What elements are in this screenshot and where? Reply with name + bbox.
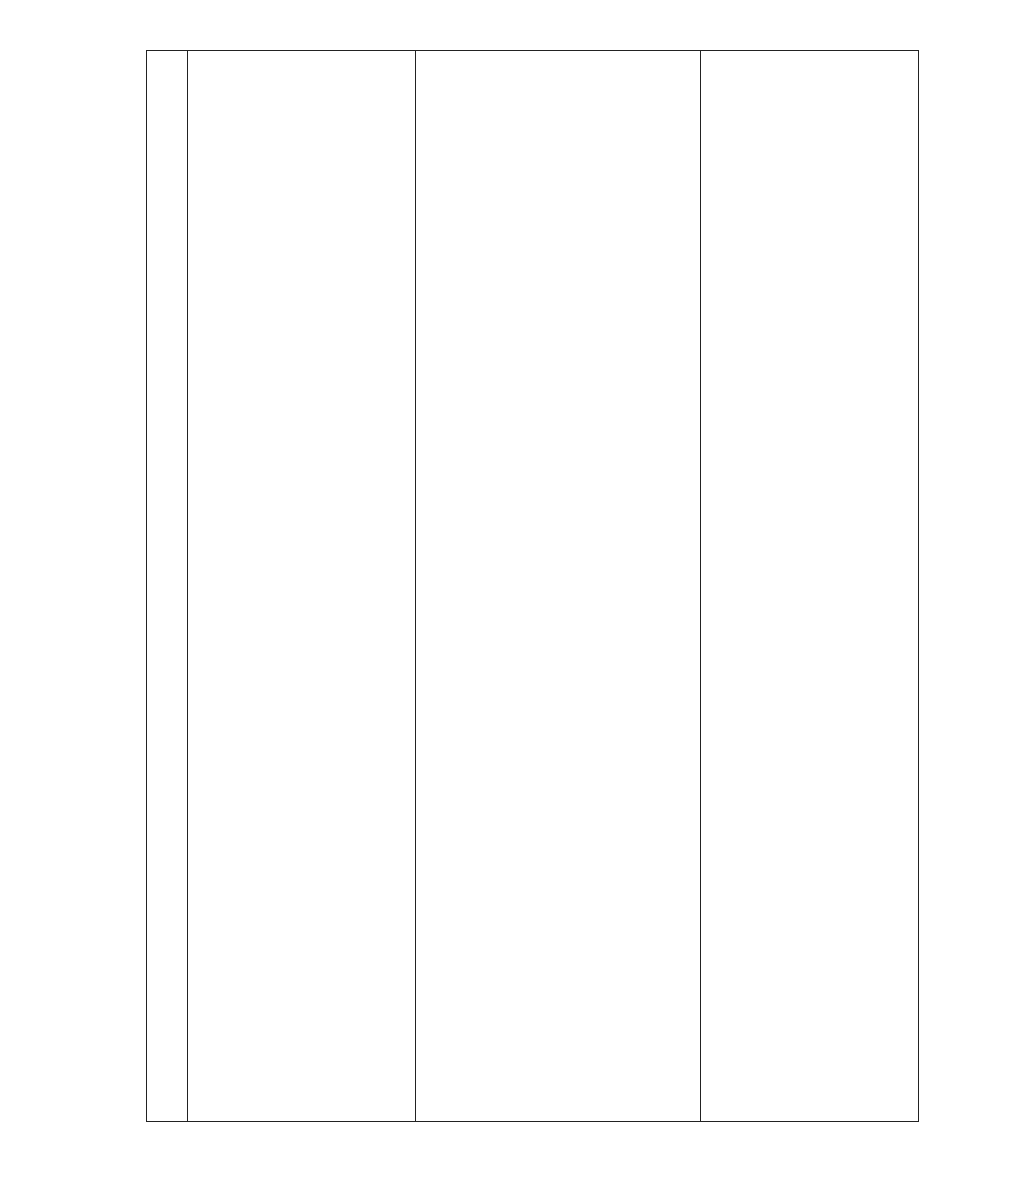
column-divider-serial <box>187 51 188 1121</box>
column-divider-name <box>415 51 416 1121</box>
posting-table <box>146 50 919 1122</box>
column-divider-from <box>700 51 701 1121</box>
